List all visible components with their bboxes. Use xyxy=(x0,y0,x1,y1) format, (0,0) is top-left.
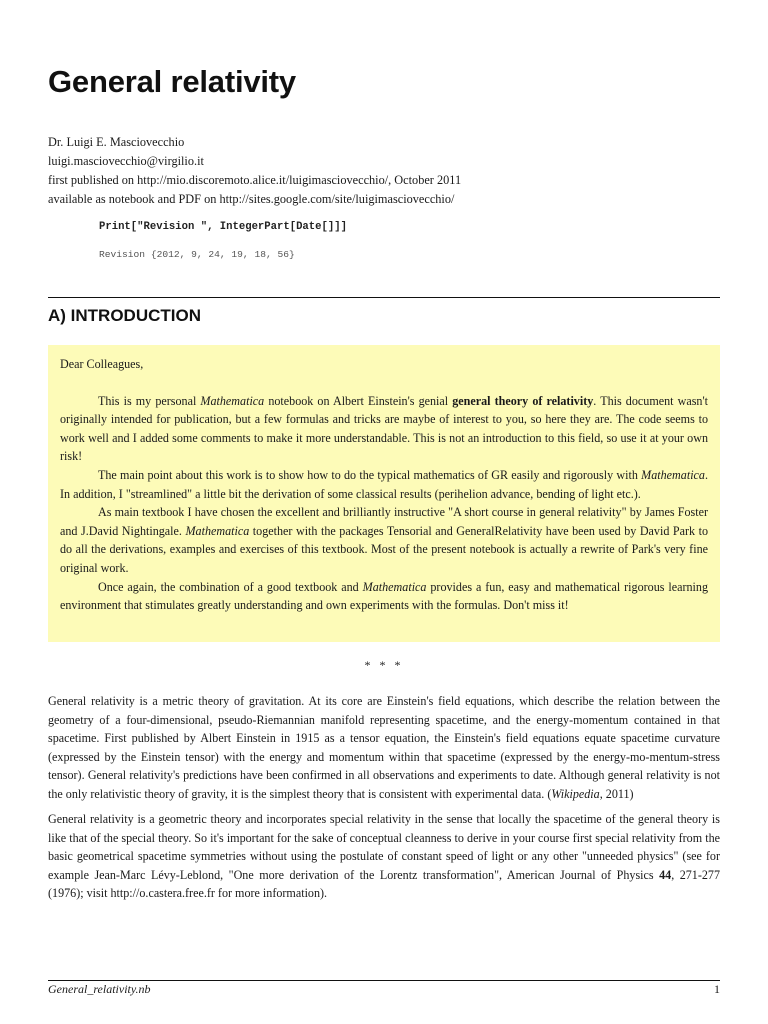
introduction-letter-box xyxy=(48,345,720,642)
letter-paragraph: The main point about this work is to show how to do the typical mathematics of GR easily and rigorously with Mathematica. In addition, I "streamlined" a little bit the derivation of some classical results (perihelion advance, bending of light etc.). xyxy=(60,467,708,501)
document-title: General relativity xyxy=(48,64,296,99)
section-divider xyxy=(48,297,720,298)
code-output-cell: Revision {2012, 9, 24, 19, 18, 56} xyxy=(99,249,295,260)
availability-line: available as notebook and PDF on http://sites.google.com/site/luigimasciovecchio/ xyxy=(48,192,455,206)
section-heading: A) INTRODUCTION xyxy=(48,306,201,325)
author-info xyxy=(48,133,461,209)
author-email: luigi.masciovecchio@virgilio.it xyxy=(48,154,204,168)
first-published-line: first published on http://mio.discoremoto.alice.it/luigimasciovecchio/, October 2011 xyxy=(48,173,462,187)
code-input-cell: Print["Revision ", IntegerPart[Date[]]] xyxy=(99,221,347,233)
body-paragraph: General relativity is a geometric theory and incorporates special relativity in the sense that locally the spacetime of the general theory is like that of the special theory. So it's important for the sake of conceptual cleanness to derive in your course first special relativity from the basic geometrical spacetime symmetries without using the postulate of constant speed of light or any other "unneeded physics" (see for example Jean-Marc Lévy-Leblond, "One more derivation of the Lorentz transformation", American Journal of Physics 44, 271-277 (1976); visit http://o.castera.free.fr for more information). xyxy=(48,812,720,901)
author-name: Dr. Luigi E. Masciovecchio xyxy=(48,135,185,149)
letter-greeting: Dear Colleagues, xyxy=(60,357,144,371)
footer-divider xyxy=(48,980,720,981)
footer-filename: General_relativity.nb xyxy=(48,982,151,996)
letter-paragraph: This is my personal Mathematica notebook on Albert Einstein's genial general theory of relativity. This document wasn't originally intended for publication, but a few formulas and tricks are maybe of interest to you, so here they are. The code seems to work well and I added some comments to make it more understandable. This is not an introduction to this field, so use it at your own risk! xyxy=(60,393,708,464)
separator: * * * xyxy=(364,658,404,672)
letter-paragraph: Once again, the combination of a good textbook and Mathematica provides a fun, easy and mathematical rigorous learning environment that stimulates greatly understanding and own experiments with the formulas. Don't miss it! xyxy=(60,579,709,613)
page-number: 1 xyxy=(714,982,720,996)
body-paragraph: General relativity is a metric theory of gravitation. At its core are Einstein's field equations, which describe the relation between the geometry of a four-dimensional, pseudo-Riemannian manifold representing spacetime, and the energy-momentum contained in that spacetime. First published by Albert Einstein in 1915 as a tensor equation, the Einstein's field equations equate spacetime curvature (expressed by the Einstein tensor) with the energy and momentum within that spacetime (expressed by the energy-mo-mentum-stress tensor). General relativity's predictions have been confirmed in all observations and experiments to date. Although general relativity is not the only relativistic theory of gravity, it is the simplest theory that is consistent with experimental data. (Wikipedia, 2011) xyxy=(48,694,720,801)
letter-paragraph: As main textbook I have chosen the excellent and brilliantly instructive "A short course in general relativity" by James Foster and J.David Nightingale. Mathematica together with the packages Tensorial and GeneralRelativity have been used by David Park to do all the derivations, examples and exercises of this textbook. Most of the present notebook is actually a rewrite of Park's very fine original work. xyxy=(60,505,709,575)
